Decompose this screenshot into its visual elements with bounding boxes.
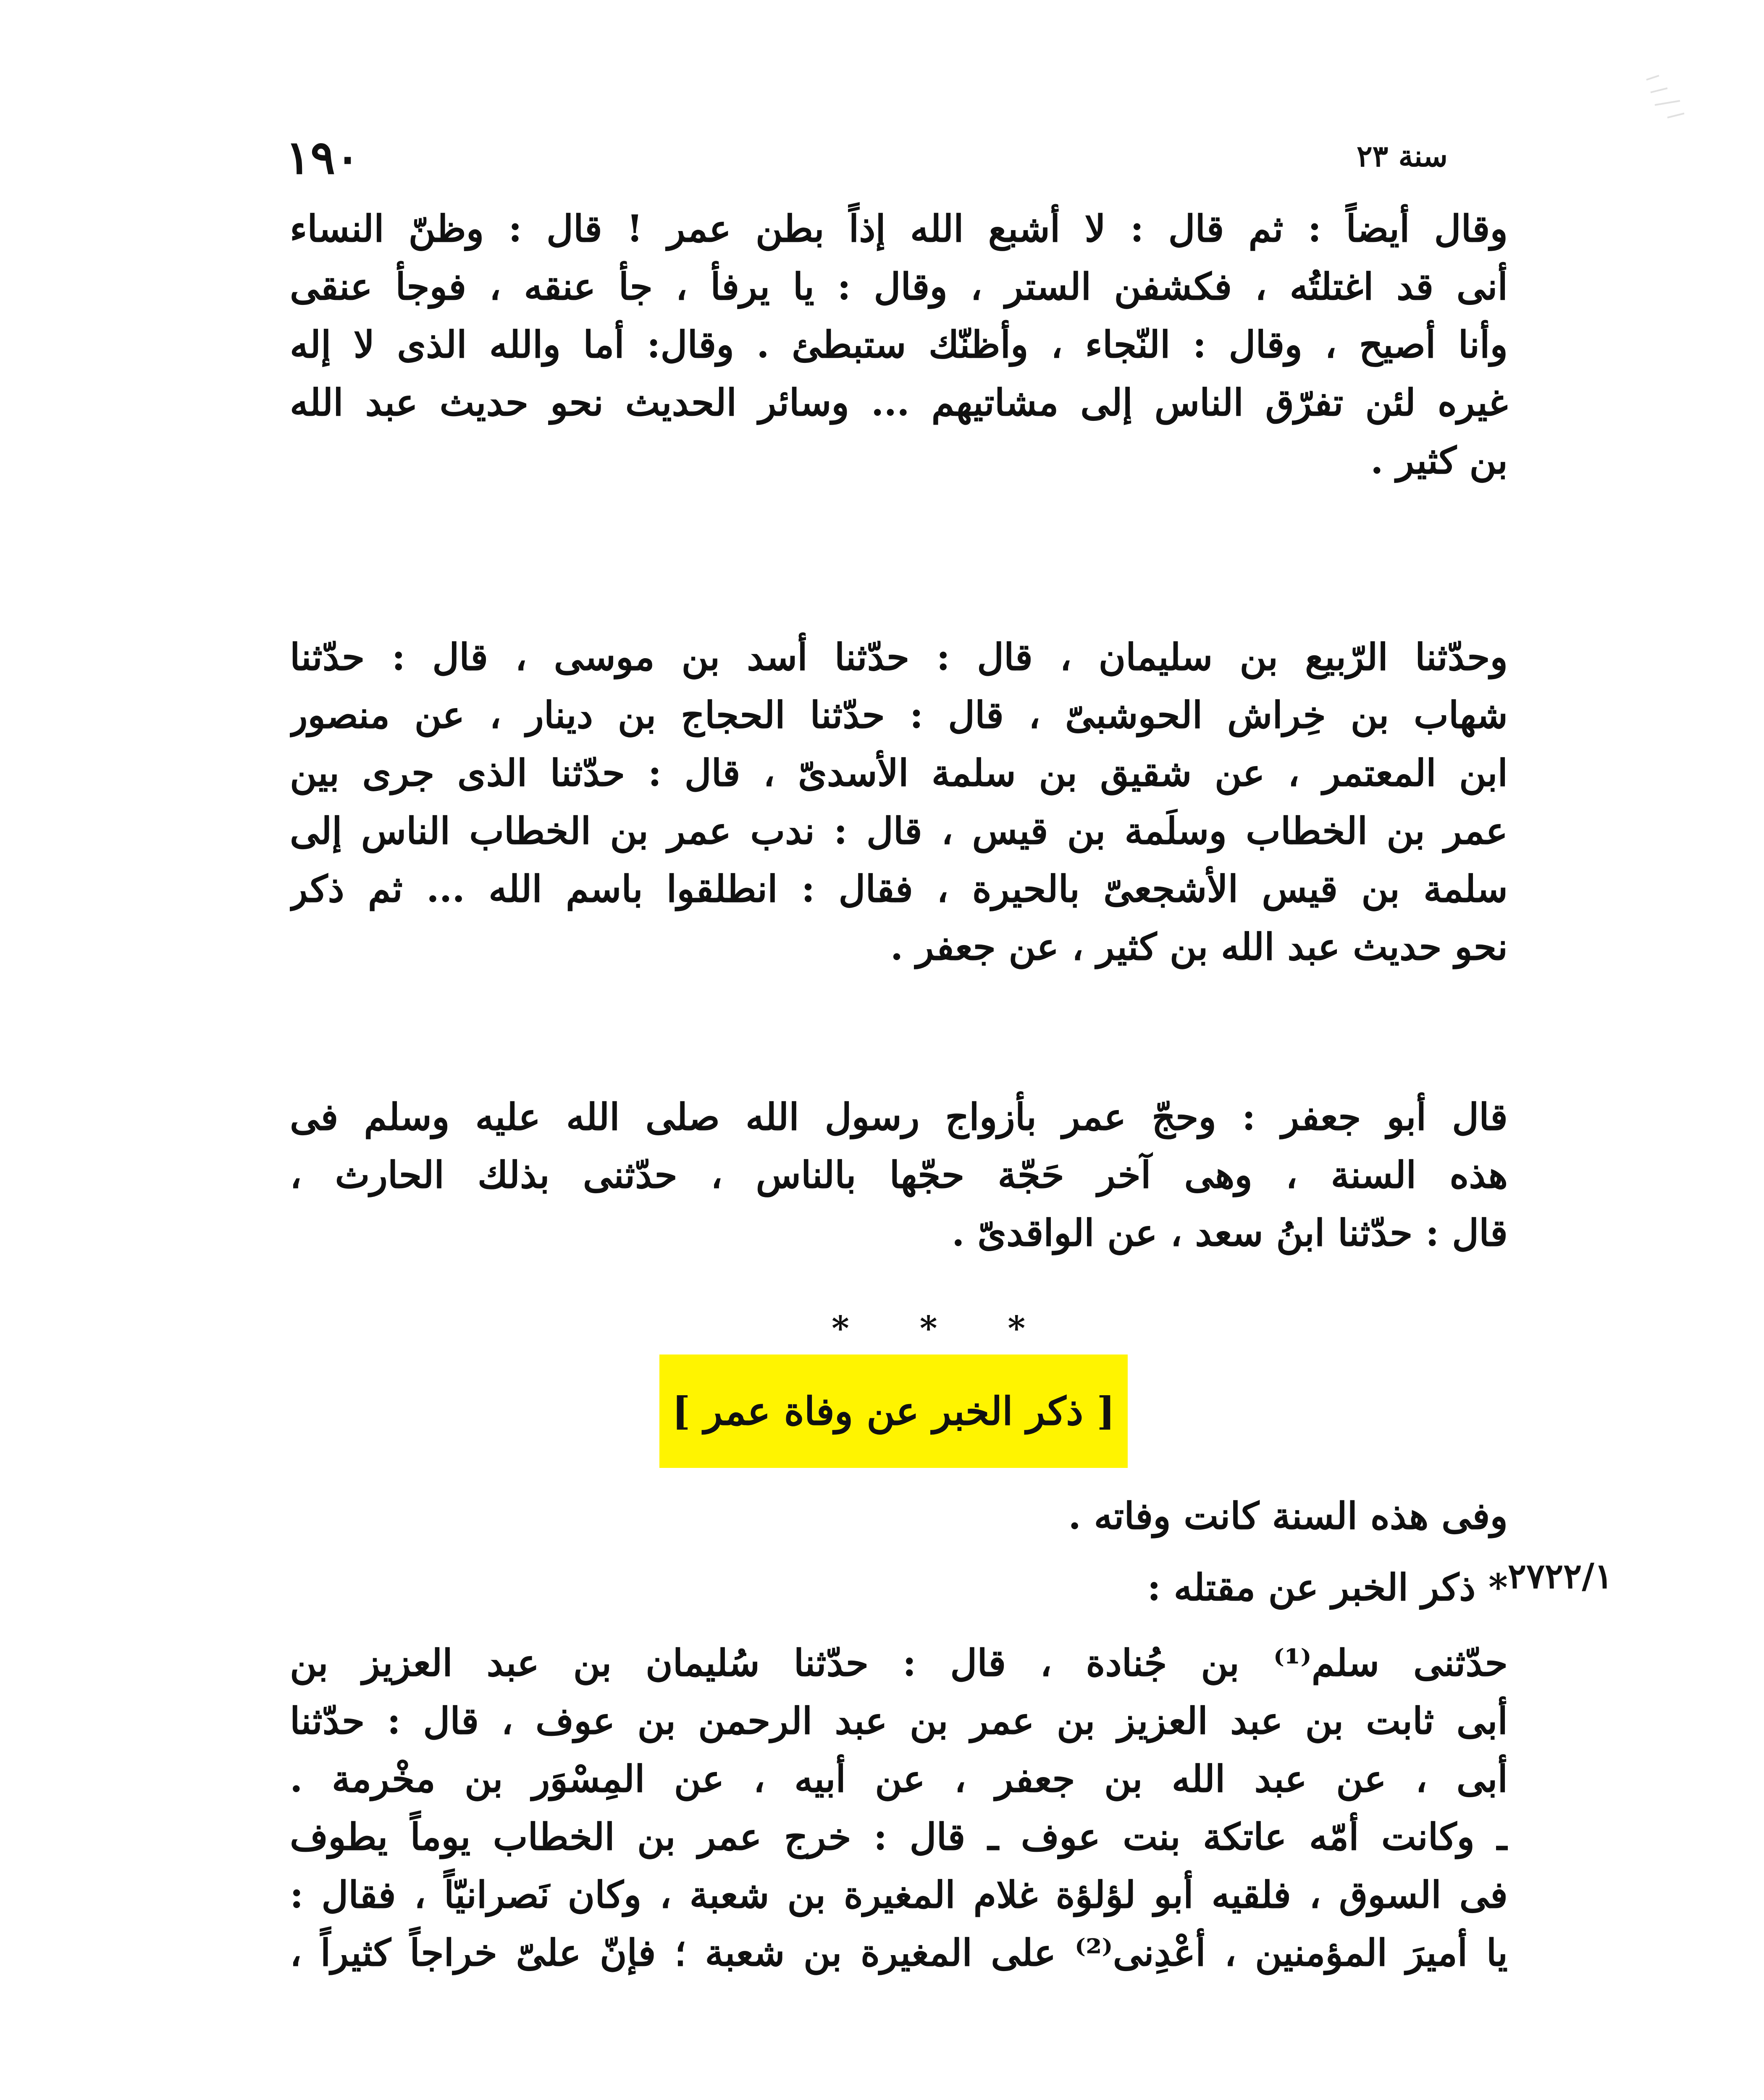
- text-line: هذه السنة ، وهى آخر حَجّة حجّها بالناس ، حدّثنى بذلك الحارث ،: [290, 1153, 1508, 1197]
- text-line: عمر بن الخطاب وسلَمة بن قيس ، قال : ندب عمر بن الخطاب الناس إلى: [290, 809, 1508, 853]
- margin-number: ٢٧٢٢/١: [1508, 1556, 1613, 1596]
- section-separator: * * *: [832, 1308, 1055, 1348]
- paragraph-3: [290, 1088, 1508, 1262]
- text-line: وحدّثنا الرّبيع بن سليمان ، قال : حدّثنا أسد بن موسى ، قال : حدّثنا: [290, 635, 1508, 679]
- text-line: سلمة بن قيس الأشجعىّ بالحيرة ، فقال : انطلقوا باسم الله ... ثم ذكر: [290, 867, 1508, 911]
- section-heading-text: [ ذكر الخبر عن وفاة عمر ]: [672, 1389, 1115, 1434]
- after-heading-text: [290, 1487, 1508, 1545]
- text-line: شهاب بن خِراش الحوشبىّ ، قال : حدّثنا الحجاج بن دينار ، عن منصور: [290, 693, 1508, 737]
- text-line: يا أميرَ المؤمنين ، أعْدِنى⁽²⁾ على المغيرة بن شعبة ؛ فإنّ علىّ خراجاً كثيراً ،: [290, 1931, 1508, 1974]
- text-line: قال أبو جعفر : وحجّ عمر بأزواج رسول الله صلى الله عليه وسلم فى: [290, 1095, 1508, 1139]
- text-line: أنى قد اغتلتُه ، فكشفن الستر ، وقال : يا يرفأ ، جأ عنقه ، فوجأ عنقى: [290, 265, 1508, 308]
- text-line: أبى ، عن عبد الله بن جعفر ، عن أبيه ، عن المِسْوَر بن مخْرمة .: [290, 1757, 1508, 1801]
- page-number: ١٩٠: [286, 130, 360, 184]
- narration-paragraph: [290, 1634, 1508, 1982]
- text-line: حدّثنى سلم⁽¹⁾ بن جُنادة ، قال : حدّثنا سُليمان بن عبد العزيز بن: [290, 1641, 1508, 1685]
- text-line: وأنا أصيح ، وقال : النّجاء ، وأظنّك ستبطئ . وقال: أما والله الذى لا إله: [290, 323, 1508, 366]
- text-line: وفى هذه السنة كانت وفاته .: [1068, 1494, 1508, 1538]
- text-line: ـ وكانت أمّه عاتكة بنت عوف ـ قال : خرج عمر بن الخطاب يوماً يطوف: [290, 1815, 1508, 1858]
- text-line: * ذكر الخبر عن مقتله :: [1147, 1565, 1508, 1609]
- text-line: بن كثير .: [1370, 438, 1508, 482]
- year-label: سنة ٢٣: [1357, 139, 1448, 173]
- text-line: أبى ثابت بن عبد العزيز بن عمر بن عبد الرحمن بن عوف ، قال : حدّثنا: [290, 1699, 1508, 1743]
- paragraph-1: [290, 200, 1508, 489]
- section-heading: [659, 1354, 1128, 1468]
- text-line: غيره لئن تفرّق الناس إلى مشاتيهم ... وسائر الحديث نحو حديث عبد الله: [290, 381, 1508, 424]
- text-line: فى السوق ، فلقيه أبو لؤلؤة غلام المغيرة بن شعبة ، وكان نَصرانيّاً ، فقال :: [290, 1873, 1508, 1916]
- subheading: [290, 1558, 1508, 1616]
- text-line: قال : حدّثنا ابنُ سعد ، عن الواقدىّ .: [952, 1211, 1508, 1255]
- paragraph-2: [290, 628, 1508, 976]
- text-line: ابن المعتمر ، عن شقيق بن سلمة الأسدىّ ، قال : حدّثنا الذى جرى بين: [290, 751, 1508, 795]
- text-line: نحو حديث عبد الله بن كثير ، عن جعفر .: [890, 925, 1508, 969]
- text-line: وقال أيضاً : ثم قال : لا أشبع الله إذاً بطن عمر ! قال : وظنّ النساء: [290, 207, 1508, 250]
- scan-artifact-icon: [1642, 71, 1688, 126]
